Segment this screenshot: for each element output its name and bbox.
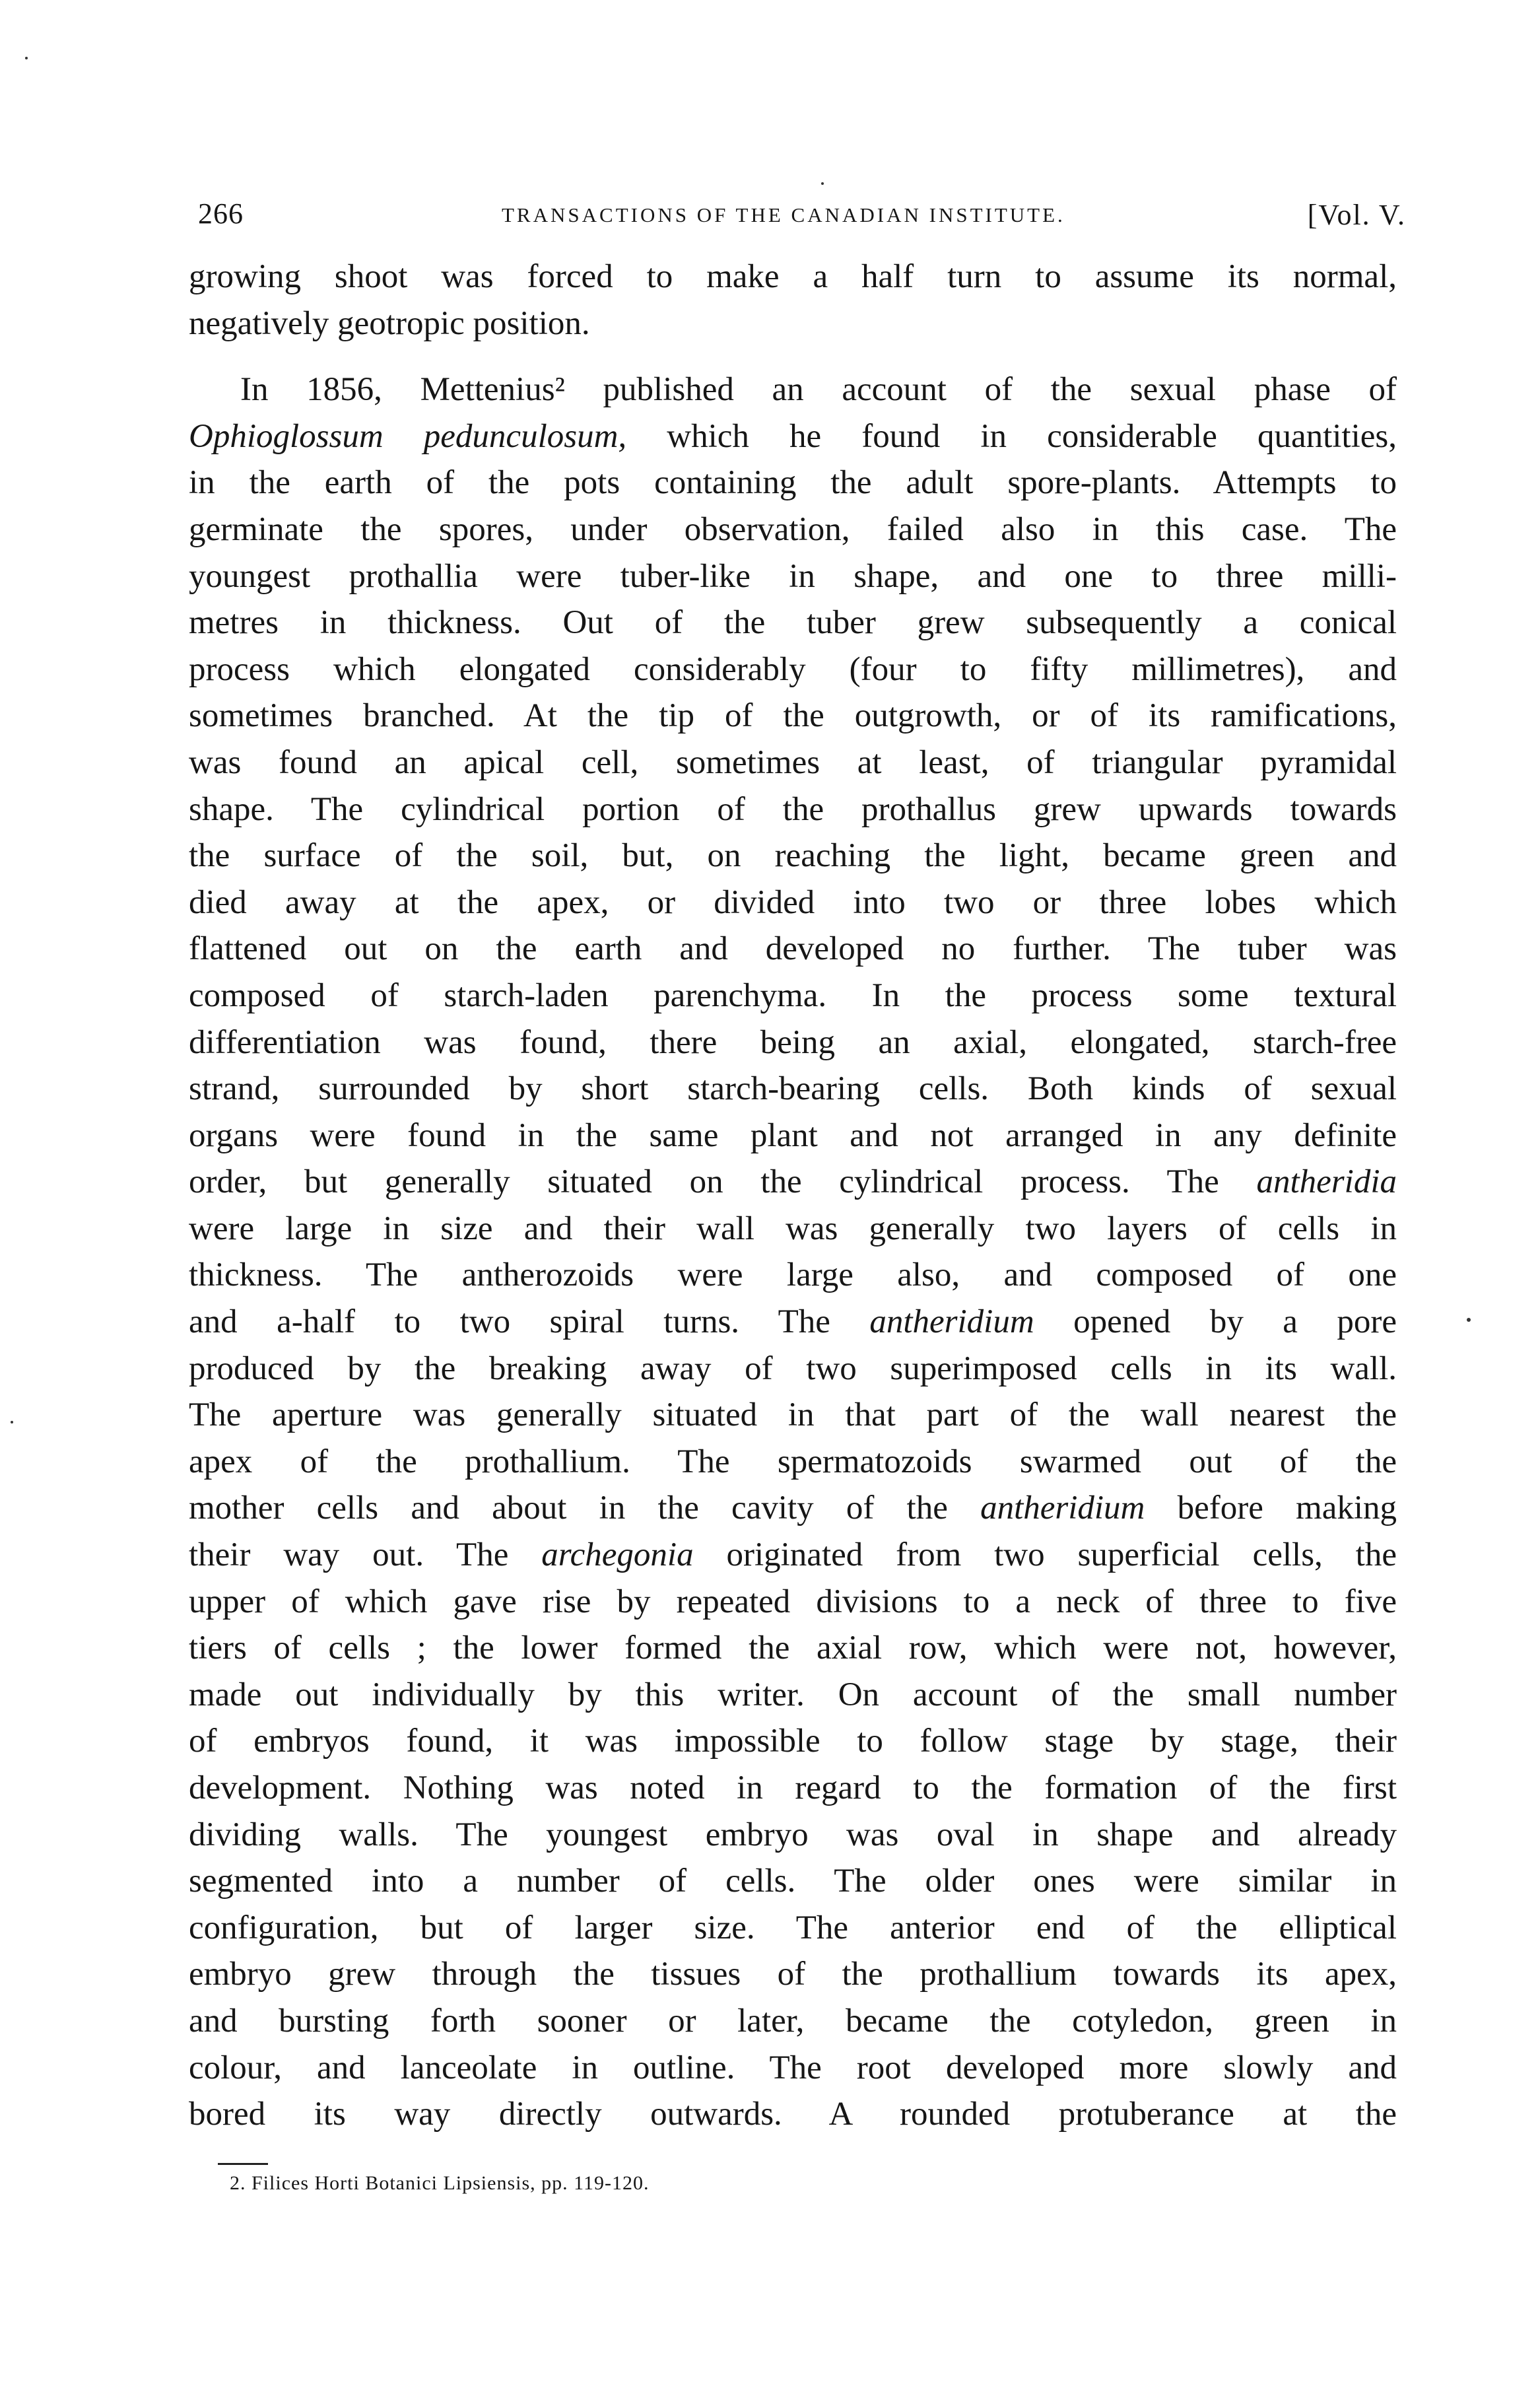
text-line: germinate the spores, under observation, failed also in this case. The <box>189 510 1397 548</box>
text-line: differentiation was found, there being an axial, elongated, starch-free <box>189 1023 1397 1061</box>
text-line: In 1856, Mettenius² published an account of the sexual phase of <box>240 371 1397 409</box>
text-line: and bursting forth sooner or later, became the cotyledon, green in <box>189 2002 1397 2039</box>
text-line: tiers of cells ; the lower formed the axial row, which were not, however, <box>189 1629 1397 1667</box>
running-title: TRANSACTIONS OF THE CANADIAN INSTITUTE. <box>502 203 1065 226</box>
paragraph-gap <box>189 347 1397 366</box>
running-header <box>198 191 1406 244</box>
text-fragment: and a-half to two spiral turns. The <box>189 1303 870 1341</box>
text-line: growing shoot was forced to make a half turn to assume its normal, <box>189 258 1397 295</box>
text-line: process which elongated considerably (four to fifty millimetres), and <box>189 650 1397 688</box>
italic-species-name: Ophioglossum pedunculosum, <box>189 417 627 455</box>
text-line <box>189 1485 1397 1532</box>
text-line: strand, surrounded by short starch-bearing cells. Both kinds of sexual <box>189 1070 1397 1108</box>
text-line <box>189 1532 1397 1579</box>
scan-speck <box>11 1421 13 1423</box>
body-text <box>189 254 1397 2138</box>
text-line: died away at the apex, or divided into two or three lobes which <box>189 883 1397 921</box>
italic-antheridium: antheridium <box>869 1303 1034 1341</box>
text-line: produced by the breaking away of two superimposed cells in its wall. <box>189 1350 1397 1387</box>
scan-speck <box>1467 1318 1471 1322</box>
text-line: shape. The cylindrical portion of the prothallus grew upwards towards <box>189 790 1397 828</box>
text-fragment: mother cells and about in the cavity of the <box>189 1490 981 1527</box>
text-fragment: their way out. The <box>189 1536 542 1574</box>
text-line: composed of starch-laden parenchyma. In the process some textural <box>189 976 1397 1014</box>
text-line: thickness. The antherozoids were large also, and composed of one <box>189 1256 1397 1294</box>
text-line: bored its way directly outwards. A rounded protuberance at the <box>189 2096 1397 2133</box>
text-line: colour, and lanceolate in outline. The root developed more slowly and <box>189 2049 1397 2086</box>
text-line: was found an apical cell, sometimes at least, of triangular pyramidal <box>189 743 1397 781</box>
text-line: segmented into a number of cells. The older ones were similar in <box>189 1863 1397 1900</box>
text-line: metres in thickness. Out of the tuber grew subsequently a conical <box>189 604 1397 642</box>
text-fragment: originated from two superficial cells, the <box>693 1536 1397 1574</box>
text-line: negatively geotropic position. <box>189 304 590 342</box>
text-line <box>189 413 1397 460</box>
text-line: embryo grew through the tissues of the prothallium towards its apex, <box>189 1956 1397 1993</box>
text-line <box>189 1299 1397 1346</box>
text-line: sometimes branched. At the tip of the outgrowth, or of its ramifications, <box>189 697 1397 735</box>
text-fragment: before making <box>1145 1490 1397 1527</box>
scan-speck <box>821 182 824 185</box>
scan-speck <box>25 57 28 59</box>
text-fragment: order, but generally situated on the cylindrical process. The <box>189 1163 1257 1201</box>
text-fragment: which he found in considerable quantities, <box>626 417 1397 455</box>
text-line: flattened out on the earth and developed no further. The tuber was <box>189 930 1397 968</box>
text-line: organs were found in the same plant and not arranged in any definite <box>189 1116 1397 1154</box>
text-line: upper of which gave rise by repeated divisions to a neck of three to five <box>189 1583 1397 1620</box>
text-line: in the earth of the pots containing the adult spore-plants. Attempts to <box>189 464 1397 502</box>
text-line: apex of the prothallium. The spermatozoids swarmed out of the <box>189 1443 1397 1480</box>
footnote-rule <box>218 2163 268 2165</box>
text-line: made out individually by this writer. On account of the small number <box>189 1676 1397 1713</box>
italic-archegonia: archegonia <box>541 1536 694 1574</box>
volume-label: [Vol. V. <box>1307 199 1406 231</box>
text-line: dividing walls. The youngest embryo was oval in shape and already <box>189 1816 1397 1853</box>
text-line: of embryos found, it was impossible to follow stage by stage, their <box>189 1723 1397 1760</box>
text-line: were large in size and their wall was generally two layers of cells in <box>189 1210 1397 1247</box>
footnote: 2. Filices Horti Botanici Lipsiensis, pp. 119-120. <box>230 2172 650 2194</box>
page-number: 266 <box>198 197 244 230</box>
text-line: the surface of the soil, but, on reaching the light, became green and <box>189 837 1397 875</box>
text-fragment: opened by a pore <box>1034 1303 1397 1341</box>
text-line: configuration, but of larger size. The anterior end of the elliptical <box>189 1909 1397 1946</box>
text-line: development. Nothing was noted in regard to the formation of the first <box>189 1769 1397 1806</box>
italic-antheridium: antheridium <box>980 1490 1145 1527</box>
text-line: youngest prothallia were tuber-like in shape, and one to three milli- <box>189 557 1397 595</box>
italic-antheridia: antheridia <box>1256 1163 1397 1201</box>
text-line: The aperture was generally situated in that part of the wall nearest the <box>189 1396 1397 1434</box>
text-line <box>189 1159 1397 1206</box>
